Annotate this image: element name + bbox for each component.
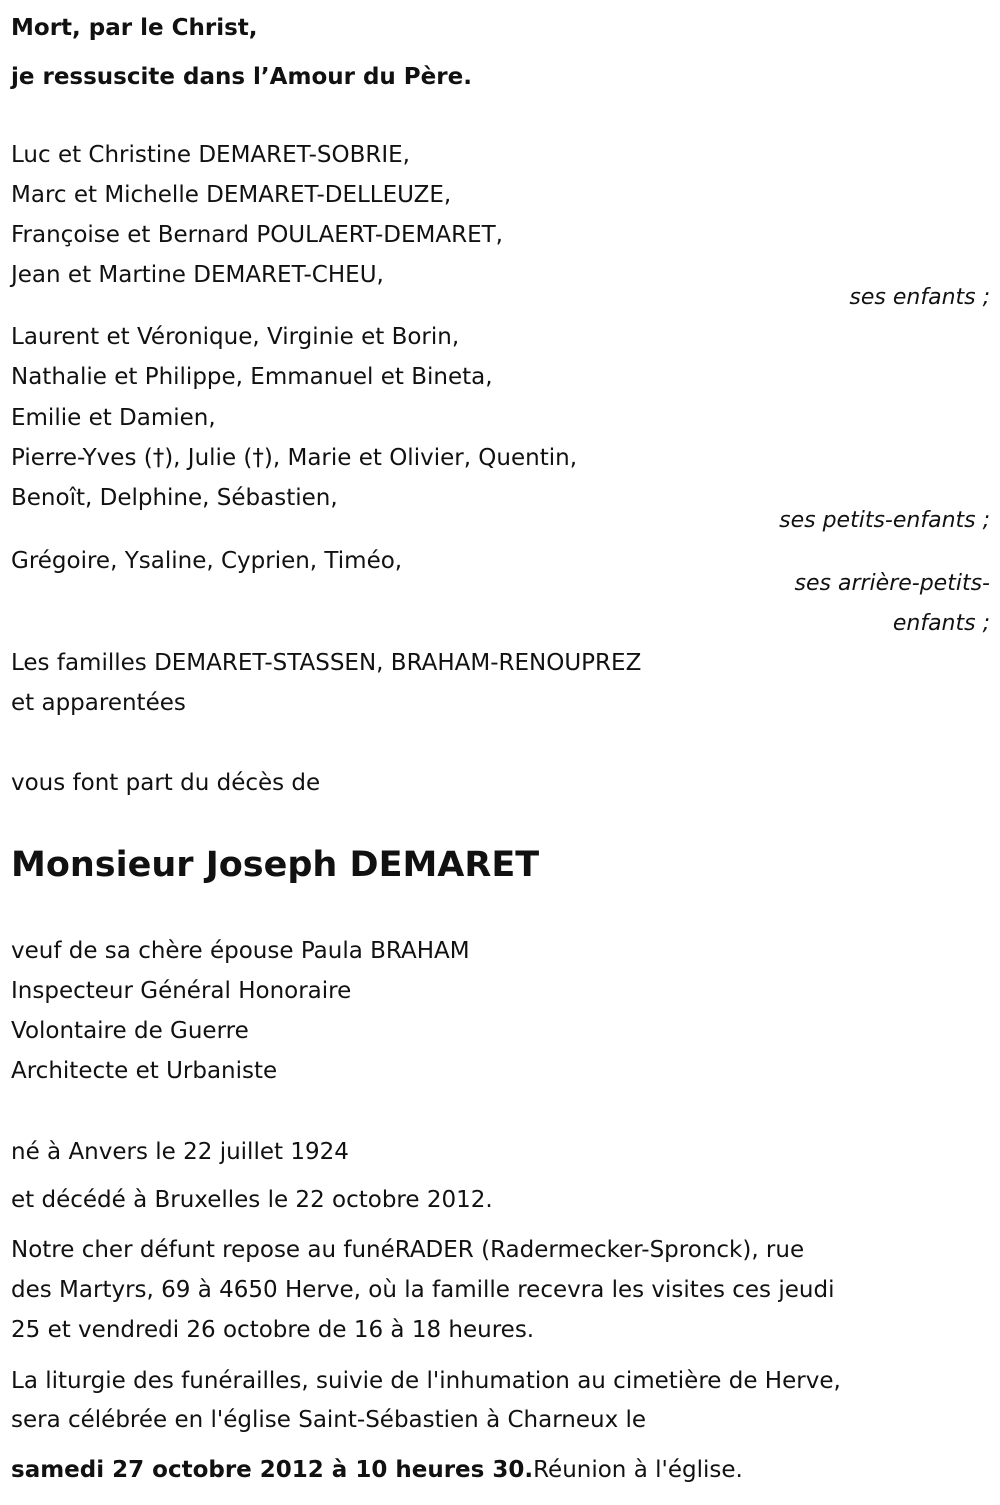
title-line: Inspecteur Général Honoraire xyxy=(11,978,352,1004)
death-info: et décédé à Bruxelles le 22 octobre 2012. xyxy=(11,1187,493,1213)
ceremony-line xyxy=(11,1455,743,1485)
birth-info: né à Anvers le 22 juillet 1924 xyxy=(11,1139,349,1165)
motto-line-1: Mort, par le Christ, xyxy=(11,15,258,41)
families-line: et apparentées xyxy=(11,690,186,716)
grandchildren-label: ses petits-enfants ; xyxy=(779,508,990,533)
ceremony-note: Réunion à l'église. xyxy=(533,1457,743,1483)
grandchild-line: Pierre-Yves (†), Julie (†), Marie et Olivier, Quentin, xyxy=(11,445,578,471)
child-line: Marc et Michelle DEMARET-DELLEUZE, xyxy=(11,182,452,208)
great-grandchild-line: Grégoire, Ysaline, Cyprien, Timéo, xyxy=(11,548,403,574)
deceased-name: Monsieur Joseph DEMARET xyxy=(11,845,540,885)
title-line: Volontaire de Guerre xyxy=(11,1018,249,1044)
visitation-line: Notre cher défunt repose au funéRADER (Radermecker-Spronck), rue xyxy=(11,1237,805,1263)
children-label: ses enfants ; xyxy=(849,285,990,310)
grandchild-line: Benoît, Delphine, Sébastien, xyxy=(11,485,338,511)
great-grandchildren-label-1: ses arrière-petits- xyxy=(794,571,990,596)
great-grandchildren-label-2: enfants ; xyxy=(892,611,990,636)
grandchild-line: Laurent et Véronique, Virginie et Borin, xyxy=(11,324,460,350)
child-line: Jean et Martine DEMARET-CHEU, xyxy=(11,262,384,288)
announcement: vous font part du décès de xyxy=(11,770,321,796)
visitation-line: 25 et vendredi 26 octobre de 16 à 18 heures. xyxy=(11,1317,535,1343)
grandchild-line: Nathalie et Philippe, Emmanuel et Bineta, xyxy=(11,364,493,390)
liturgy-line: sera célébrée en l'église Saint-Sébastien à Charneux le xyxy=(11,1407,647,1433)
title-line: Architecte et Urbaniste xyxy=(11,1058,278,1084)
liturgy-line: La liturgie des funérailles, suivie de l'inhumation au cimetière de Herve, xyxy=(11,1368,841,1394)
motto-line-2: je ressuscite dans l’Amour du Père. xyxy=(11,64,472,90)
title-line: veuf de sa chère épouse Paula BRAHAM xyxy=(11,938,470,964)
visitation-line: des Martyrs, 69 à 4650 Herve, où la famille recevra les visites ces jeudi xyxy=(11,1277,835,1303)
grandchild-line: Emilie et Damien, xyxy=(11,405,216,431)
child-line: Françoise et Bernard POULAERT-DEMARET, xyxy=(11,222,503,248)
child-line: Luc et Christine DEMARET-SOBRIE, xyxy=(11,142,410,168)
families-line: Les familles DEMARET-STASSEN, BRAHAM-RENOUPREZ xyxy=(11,650,642,676)
ceremony-date: samedi 27 octobre 2012 à 10 heures 30. xyxy=(11,1457,534,1483)
